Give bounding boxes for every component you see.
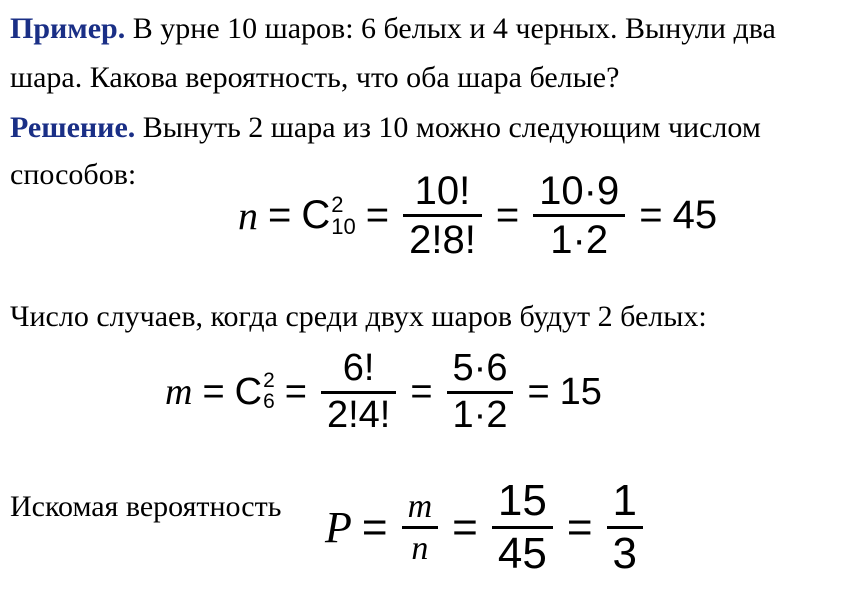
combination-sup: 2	[263, 369, 275, 393]
equals-sign: =	[365, 193, 390, 237]
example-text-1: В урне 10 шаров: 6 белых и 4 черных. Вынули два	[125, 12, 776, 45]
formula-n	[238, 170, 717, 261]
example-label: Пример.	[10, 12, 126, 45]
fraction	[533, 170, 625, 261]
solution-label: Решение.	[10, 111, 136, 144]
fraction-numerator: 5·6	[452, 347, 508, 389]
equals-sign: =	[495, 193, 520, 237]
combination-sub: 10	[331, 213, 356, 239]
fraction	[402, 489, 439, 567]
equals-sign: =	[566, 502, 593, 552]
example-line-2: шара. Какова вероятность, что оба шара белые?	[10, 61, 620, 94]
equals-sign: =	[268, 193, 292, 237]
formula-n-result: 45	[672, 193, 718, 237]
solution-text-1: Вынуть 2 шара из 10 можно следующим числом	[135, 111, 761, 144]
fraction	[492, 478, 553, 577]
combination-sub: 6	[263, 390, 275, 414]
fraction	[321, 349, 396, 436]
solution-line-2: способов:	[10, 158, 137, 191]
fraction-numerator: 10!	[414, 169, 471, 213]
fraction-denominator: 2!8!	[409, 218, 476, 262]
fraction-denominator: 1·2	[452, 393, 508, 436]
fraction-denominator: n	[411, 530, 429, 568]
fraction-numerator: 10·9	[539, 169, 620, 213]
combination-symbol	[301, 193, 355, 238]
example-line-1	[10, 14, 776, 44]
fraction-denominator: 45	[497, 529, 547, 579]
equals-sign: =	[284, 370, 307, 413]
formula-p	[325, 478, 647, 577]
fraction	[403, 170, 482, 261]
fraction-numerator: 15	[497, 476, 547, 525]
probability-text: Искомая вероятность	[10, 490, 282, 523]
fraction	[607, 478, 643, 577]
equals-sign: =	[452, 502, 478, 552]
fraction-denominator: 2!4!	[326, 393, 391, 436]
equals-sign: =	[361, 502, 388, 552]
formula-n-var: n	[238, 193, 258, 238]
combination-letter: C	[301, 193, 331, 237]
fraction-numerator: 1	[612, 476, 637, 525]
formula-p-var: P	[325, 503, 352, 553]
fraction-denominator: 1·2	[550, 218, 609, 262]
equals-sign: =	[202, 370, 225, 413]
combination-letter: C	[234, 370, 263, 413]
fraction-denominator: 3	[612, 529, 637, 579]
combination-sup: 2	[331, 191, 344, 217]
combination-symbol	[235, 371, 275, 414]
equals-sign: =	[410, 370, 433, 413]
fraction-numerator: m	[407, 487, 433, 525]
solution-line-1	[10, 113, 761, 143]
formula-m	[165, 349, 602, 436]
cases-text: Число случаев, когда среди двух шаров будут 2 белых:	[10, 300, 707, 333]
fraction-numerator: 6!	[342, 347, 375, 389]
equals-sign: =	[527, 370, 550, 413]
formula-m-var: m	[165, 371, 193, 414]
fraction	[447, 349, 514, 436]
equals-sign: =	[639, 193, 663, 237]
formula-m-result: 15	[559, 370, 602, 413]
